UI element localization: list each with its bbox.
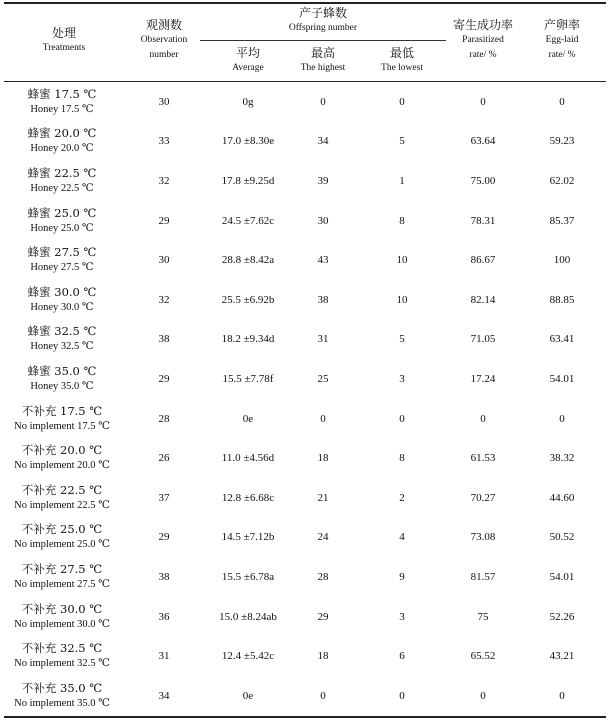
table-row	[0, 518, 610, 558]
cell-parasitized-rate: 65.52	[470, 650, 496, 663]
cell-highest: 24	[317, 531, 329, 544]
cell-parasitized-rate: 63.64	[470, 135, 496, 148]
treatment-en: Honey 25.0 ℃	[30, 222, 94, 234]
cell-observation: 36	[158, 610, 170, 623]
treatment-zh: 蜂蜜 17.5 ℃	[27, 86, 97, 101]
cell-highest: 0	[320, 95, 326, 108]
cell-lowest: 4	[399, 531, 405, 544]
header-offspring-en: Offspring number	[288, 23, 358, 33]
cell-average: 0g	[242, 95, 254, 108]
treatment-en: No implement 25.0 ℃	[14, 539, 110, 551]
cell-lowest: 6	[399, 650, 405, 663]
cell-average: 28.8 ±8.42a	[221, 254, 275, 267]
cell-lowest: 10	[396, 293, 408, 306]
cell-egg-laid-rate: 0	[559, 412, 565, 425]
table-row	[0, 122, 610, 162]
header-observation-zh: 观测数	[145, 18, 182, 32]
cell-lowest: 5	[399, 135, 405, 148]
treatment-zh: 蜂蜜 30.0 ℃	[27, 284, 97, 299]
cell-treatment	[4, 240, 120, 280]
header-highest-zh: 最高	[310, 46, 335, 60]
header-average	[200, 46, 296, 76]
cell-average: 24.5 ±7.62c	[221, 214, 275, 227]
cell-observation: 30	[158, 254, 170, 267]
cell-lowest: 9	[399, 570, 405, 583]
cell-parasitized-rate: 81.57	[470, 570, 496, 583]
cell-parasitized-rate: 75	[477, 610, 489, 623]
treatment-en: Honey 32.5 ℃	[30, 341, 94, 353]
table-body	[0, 82, 610, 716]
header-parasitized-en2: rate/ %	[469, 50, 497, 60]
header-egg-laid	[524, 18, 600, 63]
cell-highest: 21	[317, 491, 329, 504]
cell-parasitized-rate: 0	[480, 689, 486, 702]
cell-observation: 31	[158, 650, 170, 663]
header-offspring	[200, 6, 446, 36]
header-offspring-zh: 产子蜂数	[298, 6, 347, 20]
cell-parasitized-rate: 0	[480, 412, 486, 425]
treatment-zh: 不补充 20.0 ℃	[21, 443, 103, 458]
treatment-en: No implement 20.0 ℃	[14, 460, 110, 472]
cell-parasitized-rate: 82.14	[470, 293, 496, 306]
cell-egg-laid-rate: 43.21	[549, 650, 575, 663]
cell-observation: 29	[158, 214, 170, 227]
cell-egg-laid-rate: 0	[559, 689, 565, 702]
cell-parasitized-rate: 70.27	[470, 491, 496, 504]
cell-average: 0e	[242, 689, 254, 702]
treatment-zh: 蜂蜜 32.5 ℃	[27, 324, 97, 339]
treatment-zh: 不补充 27.5 ℃	[21, 561, 103, 576]
cell-lowest: 3	[399, 610, 405, 623]
treatment-en: No implement 30.0 ℃	[14, 618, 110, 630]
table-row	[0, 478, 610, 518]
cell-observation: 38	[158, 333, 170, 346]
treatment-en: No implement 32.5 ℃	[14, 658, 110, 670]
table-row	[0, 240, 610, 280]
cell-highest: 38	[317, 293, 329, 306]
cell-egg-laid-rate: 44.60	[549, 491, 575, 504]
header-parasitized	[442, 18, 524, 63]
cell-lowest: 2	[399, 491, 405, 504]
table-row	[0, 161, 610, 201]
cell-treatment	[4, 122, 120, 162]
treatment-en: No implement 35.0 ℃	[14, 697, 110, 709]
cell-lowest: 0	[399, 689, 405, 702]
cell-observation: 29	[158, 372, 170, 385]
cell-average: 15.5 ±7.78f	[222, 372, 274, 385]
cell-egg-laid-rate: 52.26	[549, 610, 575, 623]
header-lowest	[362, 46, 442, 76]
cell-lowest: 3	[399, 372, 405, 385]
treatment-zh: 不补充 32.5 ℃	[21, 641, 103, 656]
cell-parasitized-rate: 78.31	[470, 214, 496, 227]
cell-highest: 39	[317, 174, 329, 187]
table-row	[0, 597, 610, 637]
cell-treatment	[4, 161, 120, 201]
treatment-en: Honey 27.5 ℃	[30, 262, 94, 274]
cell-parasitized-rate: 71.05	[470, 333, 496, 346]
treatment-en: No implement 17.5 ℃	[14, 420, 110, 432]
cell-treatment	[4, 201, 120, 241]
header-treatments	[14, 26, 114, 56]
cell-egg-laid-rate: 59.23	[549, 135, 575, 148]
cell-parasitized-rate: 0	[480, 95, 486, 108]
cell-lowest: 5	[399, 333, 405, 346]
header-observation-en2: number	[149, 50, 179, 60]
header-lowest-en: The lowest	[381, 63, 423, 73]
cell-average: 25.5 ±6.92b	[221, 293, 275, 306]
cell-egg-laid-rate: 38.32	[549, 452, 575, 465]
cell-highest: 31	[317, 333, 329, 346]
table-row	[0, 399, 610, 439]
table-row	[0, 320, 610, 360]
cell-parasitized-rate: 17.24	[470, 372, 496, 385]
cell-egg-laid-rate: 50.52	[549, 531, 575, 544]
cell-observation: 33	[158, 135, 170, 148]
cell-highest: 28	[317, 570, 329, 583]
header-highest-en: The highest	[300, 63, 346, 73]
cell-observation: 32	[158, 293, 170, 306]
cell-egg-laid-rate: 54.01	[549, 570, 575, 583]
cell-highest: 18	[317, 452, 329, 465]
cell-lowest: 8	[399, 214, 405, 227]
cell-observation: 26	[158, 452, 170, 465]
treatment-en: Honey 35.0 ℃	[30, 380, 94, 392]
cell-parasitized-rate: 61.53	[470, 452, 496, 465]
cell-average: 0e	[242, 412, 254, 425]
treatment-zh: 不补充 17.5 ℃	[21, 403, 103, 418]
header-treatments-en: Treatments	[42, 43, 86, 53]
treatment-zh: 不补充 30.0 ℃	[21, 601, 103, 616]
cell-highest: 43	[317, 254, 329, 267]
treatment-zh: 蜂蜜 25.0 ℃	[27, 205, 97, 220]
treatment-en: Honey 17.5 ℃	[30, 103, 94, 115]
header-parasitized-en1: Parasitized	[462, 35, 504, 45]
cell-lowest: 0	[399, 412, 405, 425]
cell-treatment	[4, 399, 120, 439]
cell-highest: 30	[317, 214, 329, 227]
treatment-en: Honey 30.0 ℃	[30, 301, 94, 313]
treatment-en: Honey 20.0 ℃	[30, 143, 94, 155]
cell-highest: 29	[317, 610, 329, 623]
cell-treatment	[4, 518, 120, 558]
cell-egg-laid-rate: 100	[553, 254, 571, 267]
treatment-en: No implement 27.5 ℃	[14, 578, 110, 590]
header-parasitized-zh: 寄生成功率	[452, 18, 513, 32]
treatment-zh: 不补充 35.0 ℃	[21, 680, 103, 695]
header-egg-en1: Egg-laid	[545, 35, 579, 45]
cell-highest: 34	[317, 135, 329, 148]
cell-parasitized-rate: 86.67	[470, 254, 496, 267]
cell-average: 14.5 ±7.12b	[221, 531, 275, 544]
header-egg-en2: rate/ %	[548, 50, 576, 60]
table-row	[0, 636, 610, 676]
cell-observation: 29	[158, 531, 170, 544]
table-bottom-rule	[4, 716, 606, 718]
cell-observation: 34	[158, 689, 170, 702]
header-lowest-zh: 最低	[389, 46, 414, 60]
treatment-zh: 蜂蜜 22.5 ℃	[27, 165, 97, 180]
cell-average: 17.8 ±9.25d	[221, 174, 275, 187]
cell-average: 18.2 ±9.34d	[221, 333, 275, 346]
table-row	[0, 359, 610, 399]
header-average-zh: 平均	[235, 46, 260, 60]
treatment-en: Honey 22.5 ℃	[30, 182, 94, 194]
treatment-zh: 不补充 25.0 ℃	[21, 522, 103, 537]
cell-average: 12.8 ±6.68c	[221, 491, 275, 504]
table-row	[0, 438, 610, 478]
header-observation-en1: Observation	[140, 35, 188, 45]
cell-treatment	[4, 359, 120, 399]
header-egg-zh: 产卵率	[543, 18, 580, 32]
cell-observation: 30	[158, 95, 170, 108]
table-row	[0, 557, 610, 597]
offspring-subheader-rule	[200, 40, 446, 41]
cell-egg-laid-rate: 63.41	[549, 333, 575, 346]
header-highest	[286, 46, 360, 76]
header-observation	[126, 18, 202, 63]
cell-observation: 38	[158, 570, 170, 583]
cell-highest: 25	[317, 372, 329, 385]
treatment-zh: 不补充 22.5 ℃	[21, 482, 103, 497]
cell-parasitized-rate: 73.08	[470, 531, 496, 544]
table-top-rule	[4, 2, 606, 4]
cell-highest: 18	[317, 650, 329, 663]
cell-egg-laid-rate: 54.01	[549, 372, 575, 385]
cell-treatment	[4, 557, 120, 597]
table-row	[0, 280, 610, 320]
cell-observation: 28	[158, 412, 170, 425]
cell-treatment	[4, 597, 120, 637]
table-row	[0, 82, 610, 122]
header-average-en: Average	[232, 63, 264, 73]
cell-treatment	[4, 280, 120, 320]
treatment-zh: 蜂蜜 35.0 ℃	[27, 363, 97, 378]
table-row	[0, 676, 610, 716]
cell-egg-laid-rate: 88.85	[549, 293, 575, 306]
cell-egg-laid-rate: 0	[559, 95, 565, 108]
cell-average: 17.0 ±8.30e	[221, 135, 275, 148]
treatment-zh: 蜂蜜 20.0 ℃	[27, 126, 97, 141]
cell-highest: 0	[320, 689, 326, 702]
cell-treatment	[4, 676, 120, 716]
cell-lowest: 0	[399, 95, 405, 108]
cell-egg-laid-rate: 62.02	[549, 174, 575, 187]
cell-lowest: 8	[399, 452, 405, 465]
cell-lowest: 1	[399, 174, 405, 187]
cell-treatment	[4, 478, 120, 518]
treatment-zh: 蜂蜜 27.5 ℃	[27, 245, 97, 260]
cell-average: 15.0 ±8.24ab	[219, 610, 277, 623]
cell-average: 15.5 ±6.78a	[221, 570, 275, 583]
header-treatments-zh: 处理	[51, 26, 76, 40]
cell-treatment	[4, 320, 120, 360]
cell-average: 12.4 ±5.42c	[221, 650, 275, 663]
cell-average: 11.0 ±4.56d	[221, 452, 275, 465]
cell-observation: 37	[158, 491, 170, 504]
cell-treatment	[4, 636, 120, 676]
cell-parasitized-rate: 75.00	[470, 174, 496, 187]
cell-treatment	[4, 438, 120, 478]
cell-lowest: 10	[396, 254, 408, 267]
cell-treatment	[4, 82, 120, 122]
table-row	[0, 201, 610, 241]
cell-highest: 0	[320, 412, 326, 425]
cell-observation: 32	[158, 174, 170, 187]
treatment-en: No implement 22.5 ℃	[14, 499, 110, 511]
cell-egg-laid-rate: 85.37	[549, 214, 575, 227]
